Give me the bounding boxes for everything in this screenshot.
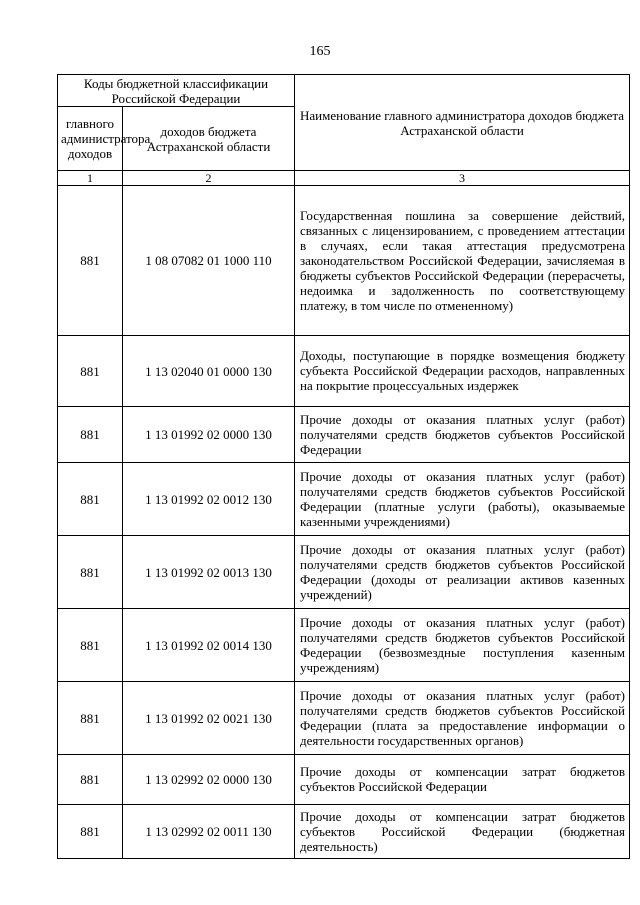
admin-code: 881 [58, 536, 123, 609]
table-row [58, 336, 630, 407]
table-row [58, 463, 630, 536]
column-number: 3 [295, 171, 630, 186]
income-name: Государственная пошлина за совершение действий, связанных с лицензированием, с проведением аттестации в случаях, если такая аттестация предусмотрена законодательством Российской Федерации, зачисляемая в бюджеты субъектов Российской Федерации (перерасчеты, недоимка и задолженность по соответствующему платежу, в том числе по отмененному) [295, 186, 630, 336]
income-code: 1 08 07082 01 1000 110 [123, 186, 295, 336]
income-name: Доходы, поступающие в порядке возмещения бюджету субъекта Российской Федерации расходов, направленных на покрытие процессуальных издержек [295, 336, 630, 407]
income-name: Прочие доходы от компенсации затрат бюджетов субъектов Российской Федерации (бюджетная деятельность) [295, 805, 630, 859]
table-row [58, 682, 630, 755]
income-code: 1 13 01992 02 0000 130 [123, 407, 295, 463]
admin-code: 881 [58, 336, 123, 407]
admin-code: 881 [58, 609, 123, 682]
income-code: 1 13 01992 02 0021 130 [123, 682, 295, 755]
admin-code: 881 [58, 186, 123, 336]
income-code: 1 13 01992 02 0013 130 [123, 536, 295, 609]
column-number-row [58, 171, 630, 186]
header-col1-title: главного администратора доходов [58, 107, 123, 171]
admin-code: 881 [58, 755, 123, 805]
admin-code: 881 [58, 463, 123, 536]
income-code: 1 13 01992 02 0014 130 [123, 609, 295, 682]
income-code: 1 13 02992 02 0011 130 [123, 805, 295, 859]
table-row [58, 186, 630, 336]
income-code: 1 13 02040 01 0000 130 [123, 336, 295, 407]
table-row [58, 805, 630, 859]
income-code: 1 13 02992 02 0000 130 [123, 755, 295, 805]
income-name: Прочие доходы от компенсации затрат бюджетов субъектов Российской Федерации [295, 755, 630, 805]
header-group-title: Коды бюджетной классификации Российской Федерации [58, 75, 295, 107]
income-name: Прочие доходы от оказания платных услуг (работ) получателями средств бюджетов субъектов Российской Федерации (платные услуги (работы), оказываемые казенными учреждениями) [295, 463, 630, 536]
table-row [58, 407, 630, 463]
income-code: 1 13 01992 02 0012 130 [123, 463, 295, 536]
table-row [58, 536, 630, 609]
admin-code: 881 [58, 682, 123, 755]
header-col3-title: Наименование главного администратора доходов бюджета Астраханской области [295, 75, 630, 171]
header-row-1 [58, 75, 630, 107]
income-name: Прочие доходы от оказания платных услуг (работ) получателями средств бюджетов субъектов Российской Федерации (доходы от реализации активов казенных учреждений) [295, 536, 630, 609]
table-row [58, 609, 630, 682]
header-col2-title: доходов бюджета Астраханской области [123, 107, 295, 171]
admin-code: 881 [58, 805, 123, 859]
column-number: 1 [58, 171, 123, 186]
income-name: Прочие доходы от оказания платных услуг (работ) получателями средств бюджетов субъектов Российской Федерации (плата за предоставление информации о деятельности государственных органов) [295, 682, 630, 755]
admin-code: 881 [58, 407, 123, 463]
budget-classification-table [57, 74, 630, 859]
table-row [58, 755, 630, 805]
column-number: 2 [123, 171, 295, 186]
page-number: 165 [309, 44, 331, 59]
income-name: Прочие доходы от оказания платных услуг (работ) получателями средств бюджетов субъектов Российской Федерации (безвозмездные поступления казенным учреждениям) [295, 609, 630, 682]
income-name: Прочие доходы от оказания платных услуг (работ) получателями средств бюджетов субъектов Российской Федерации [295, 407, 630, 463]
